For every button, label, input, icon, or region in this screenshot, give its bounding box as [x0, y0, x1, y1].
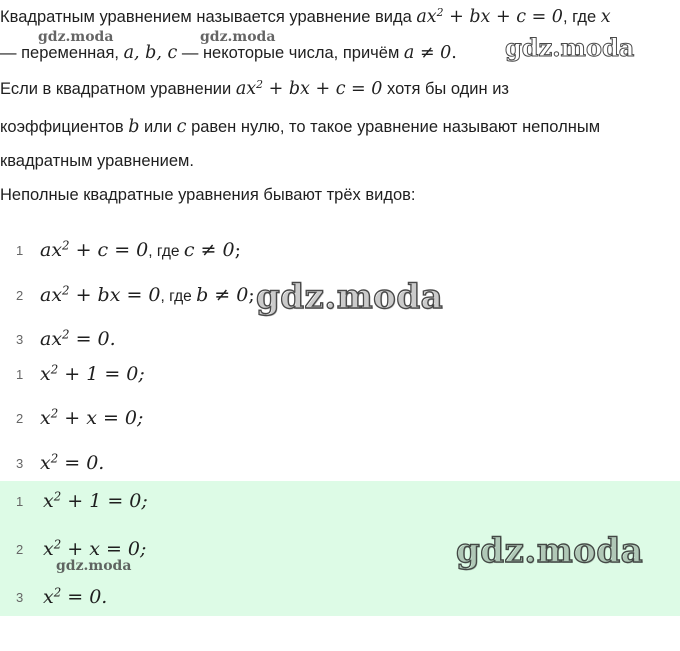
para2-line-1: [0, 78, 680, 100]
math-expression: $x^2 + 1 = 0$;: [40, 362, 145, 385]
para2-text: коэффициентов: [0, 118, 129, 136]
list-number: 3: [16, 331, 24, 347]
math-expression: $x^2 = 0$.: [40, 451, 105, 474]
list-number: 2: [16, 410, 24, 426]
intro-text: Квадратным уравнением называется уравнение вида: [0, 8, 417, 26]
math-expression: $ax^2$ + bx + c = 0: [416, 6, 563, 27]
math-expression: $ax^2$ + bx = 0, где b ≠ 0;: [40, 283, 255, 306]
para2-text: равен нулю, то такое уравнение называют неполным: [186, 118, 601, 136]
para2-line-3: [0, 150, 680, 172]
math-expression: $ax^2 = 0$.: [40, 327, 116, 350]
list-number: 1: [16, 366, 24, 382]
watermark: gdz.moda: [56, 558, 132, 574]
list-number: 3: [16, 455, 24, 471]
list-number: 1: [16, 493, 24, 509]
list-number: 3: [16, 589, 24, 605]
math-variable: x: [600, 7, 611, 27]
watermark: gdz.moda: [256, 277, 444, 317]
para2-text: или: [139, 118, 177, 136]
math-variable: b: [128, 117, 140, 137]
para2-line-2: [0, 116, 680, 138]
watermark: gdz.moda: [505, 33, 635, 62]
period: .: [451, 43, 457, 63]
para2-text: квадратным уравнением.: [0, 152, 194, 170]
intro-text: — переменная,: [0, 44, 124, 62]
list-number: 1: [16, 242, 24, 258]
watermark: gdz.moda: [200, 29, 276, 45]
math-expression: $x^2 + 1 = 0$;: [43, 489, 148, 512]
math-variable: c: [176, 117, 187, 137]
para3-text: Неполные квадратные уравнения бывают трёх видов:: [0, 186, 416, 204]
math-expression: $ax^2 + c = 0$, где c ≠ 0;: [40, 238, 241, 261]
math-variables: a, b, c: [123, 43, 178, 63]
para2-text: Если в квадратном уравнении: [0, 80, 236, 98]
math-expression: $x^2 + x = 0$;: [43, 537, 147, 560]
list-number: 2: [16, 287, 24, 303]
math-condition: a ≠ 0: [403, 43, 452, 63]
math-expression: $ax^2$ + bx + c = 0: [235, 78, 383, 99]
watermark: gdz.moda: [456, 531, 644, 571]
para3: [0, 184, 680, 206]
intro-text-tail: , где: [562, 8, 601, 26]
intro-text: — некоторые числа, причём: [177, 44, 404, 62]
watermark: gdz.moda: [38, 29, 114, 45]
intro-line-1: [0, 6, 680, 28]
math-expression: $x^2 + x = 0$;: [40, 406, 144, 429]
list-number: 2: [16, 541, 24, 557]
math-expression: $x^2 = 0$.: [43, 585, 108, 608]
para2-text-tail: хотя бы один из: [382, 80, 509, 98]
